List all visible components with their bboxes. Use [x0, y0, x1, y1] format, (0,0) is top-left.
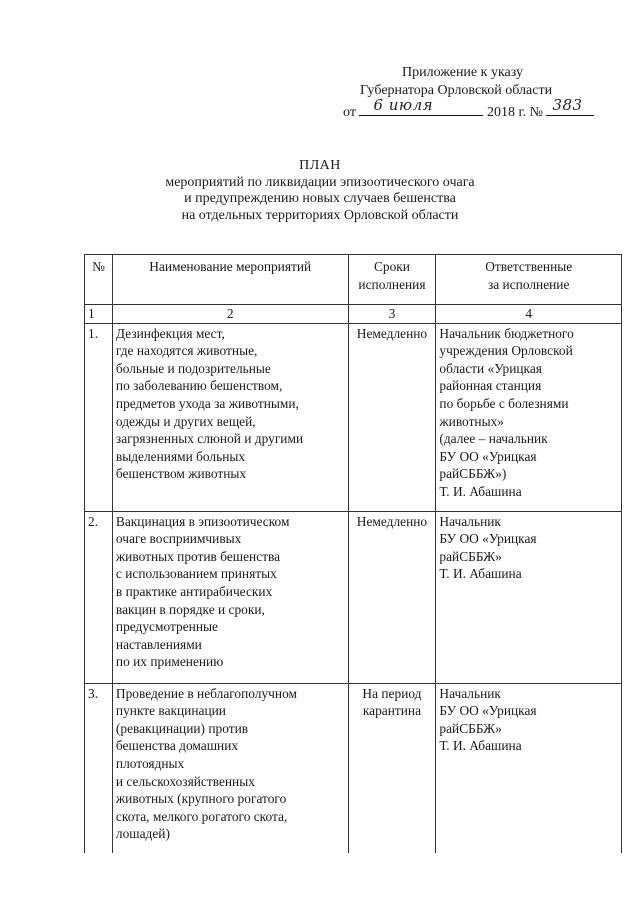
row-term: На период карантина — [348, 683, 436, 853]
annex-line-1: Приложение к указу — [402, 65, 523, 80]
handwritten-date: 6 июля — [373, 96, 434, 114]
annex-date-line — [343, 96, 594, 122]
document-title — [0, 158, 640, 224]
row-term: Немедленно — [348, 323, 436, 511]
row-activity: Проведение в неблагополучном пункте вакцинации (ревакцинации) против бешенства домашних плотоядных и сельскохозяйственных животных (крупного рогатого скота, мелкого рогатого скота, лошадей) — [112, 683, 348, 853]
table-header-row — [85, 255, 622, 305]
title-line: мероприятий по ликвидации эпизоотического очага — [165, 174, 475, 190]
table-row — [85, 323, 622, 511]
table-row — [85, 511, 622, 683]
column-number: 4 — [436, 305, 622, 324]
row-responsible: Начальник БУ ОО «Урицкая райСББЖ» Т. И. Абашина — [436, 683, 622, 853]
row-number: 2. — [85, 511, 113, 683]
table-row — [85, 683, 622, 853]
row-responsible: Начальник БУ ОО «Урицкая райСББЖ» Т. И. Абашина — [436, 511, 622, 683]
plan-table — [84, 254, 622, 853]
number-blank — [546, 96, 594, 116]
row-activity: Дезинфекция мест, где находятся животные, больные и подозрительные по заболеванию бешенством, предметов ухода за животными, одежды и других вещей, загрязненных слюной и другими выделениями больных бешенством животных — [112, 323, 348, 511]
title-line: и предупреждению новых случаев бешенства — [184, 191, 456, 206]
row-number: 3. — [85, 683, 113, 853]
date-prefix: от — [343, 105, 356, 120]
column-number: 2 — [112, 305, 348, 324]
column-number: 3 — [348, 305, 436, 324]
title-heading: ПЛАН — [299, 158, 341, 173]
row-number: 1. — [85, 323, 113, 511]
date-blank — [359, 96, 483, 116]
header-num: № — [85, 255, 113, 305]
column-number: 1 — [85, 305, 113, 324]
handwritten-number: 383 — [552, 96, 583, 114]
title-line: на отдельных территориях Орловской области — [181, 207, 459, 223]
row-term: Немедленно — [348, 511, 436, 683]
header-term: Сроки исполнения — [348, 255, 436, 305]
row-responsible: Начальник бюджетного учреждения Орловской области «Урицкая районная станция по борьбе с болезнями животных» (далее – начальник БУ ОО «Урицкая райСББЖ») Т. И. Абашина — [436, 323, 622, 511]
column-numbers-row — [85, 305, 622, 324]
header-name: Наименование мероприятий — [112, 255, 348, 305]
year-text: 2018 г. № — [486, 105, 543, 120]
header-responsible: Ответственные за исполнение — [436, 255, 622, 305]
annex-line-2: Губернатора Орловской области — [360, 83, 553, 98]
row-activity: Вакцинация в эпизоотическом очаге восприимчивых животных против бешенства с использованием принятых в практике антирабических вакцин в порядке и сроки, предусмотренные наставлениями по их применению — [112, 511, 348, 683]
